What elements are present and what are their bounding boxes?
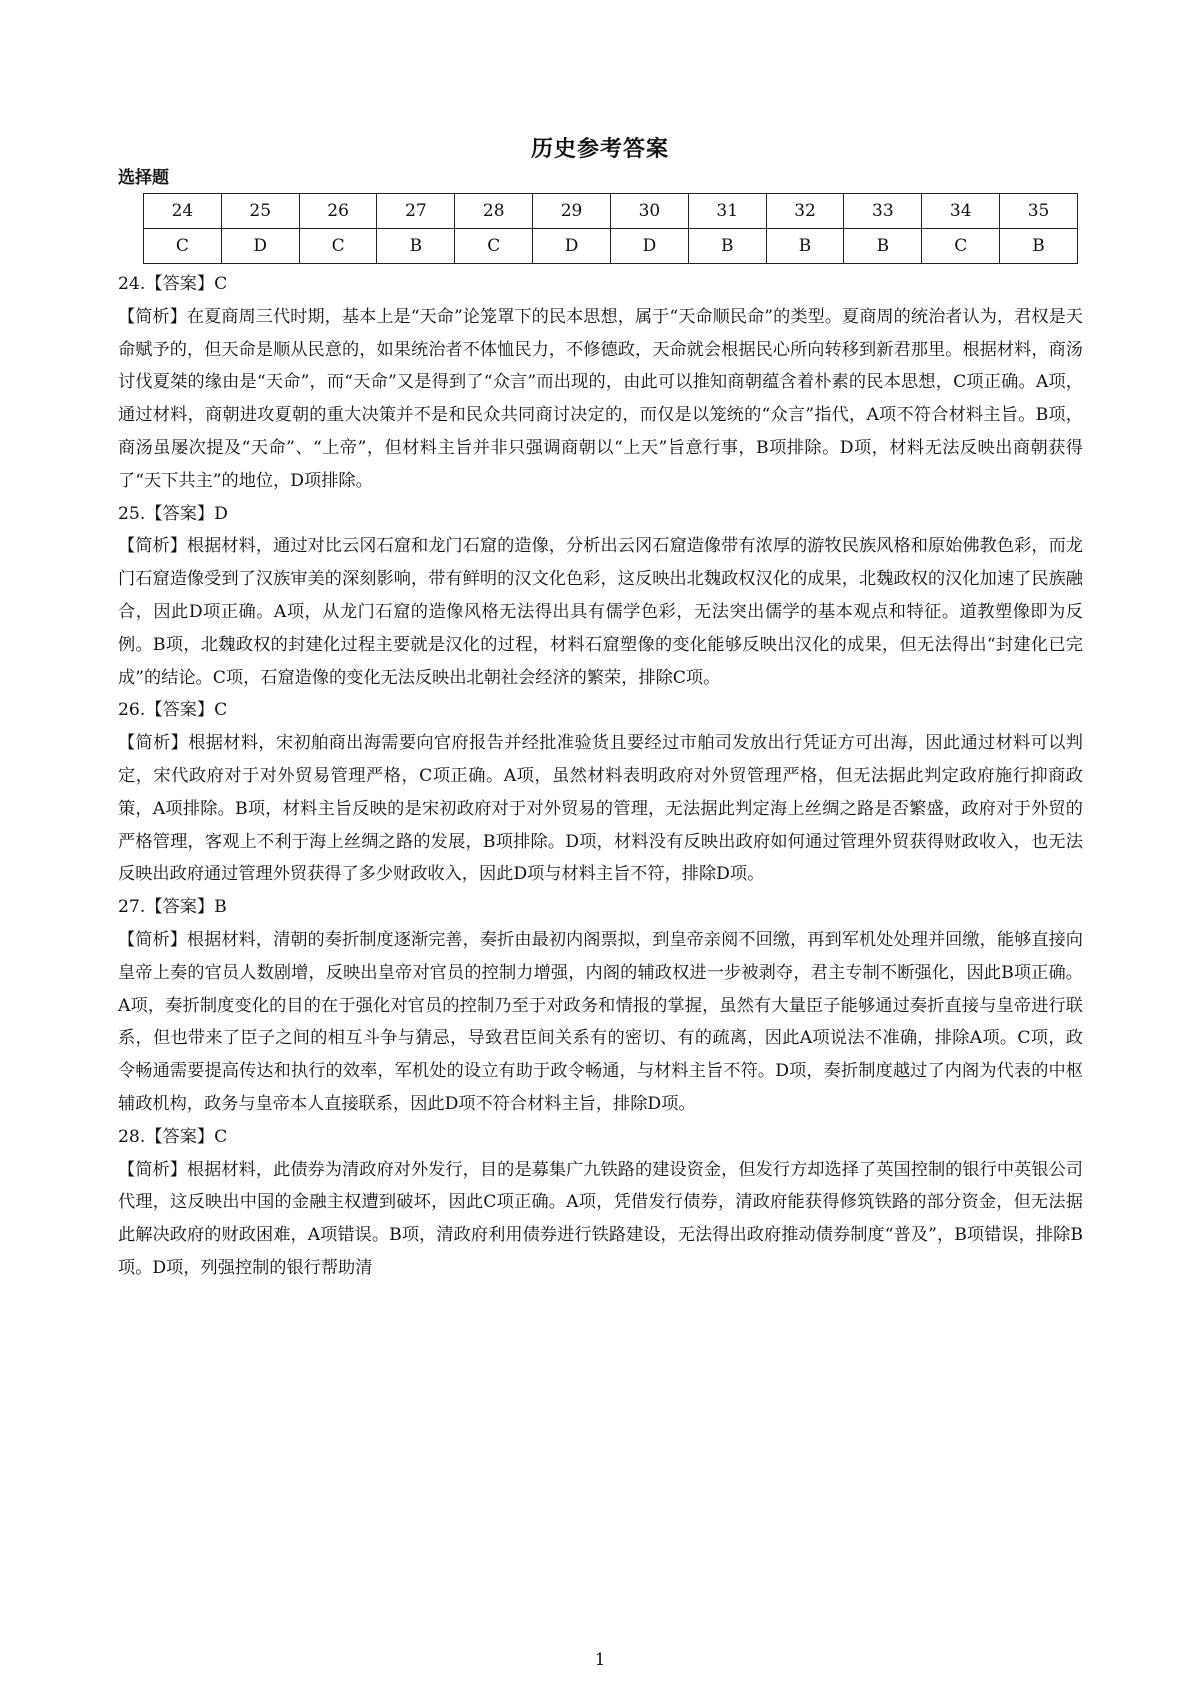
- table-row-numbers: [144, 194, 1078, 229]
- question-number-cell: 25: [221, 194, 299, 229]
- question-number-cell: 26: [299, 194, 377, 229]
- answer-cell: C: [299, 229, 377, 264]
- analysis-27: 【简析】根据材料，清朝的奏折制度逐渐完善，奏折由最初内阁票拟，到皇帝亲阅不回缴，再到军机处处理并回缴，能够直接向皇帝上奏的官员人数剧增，反映出皇帝对官员的控制力增强，内阁的辅政权进一步被剥夺，君主专制不断强化，因此B项正确。A项，奏折制度变化的目的在于强化对官员的控制乃至于对政务和情报的掌握，虽然有大量臣子能够通过奏折直接与皇帝进行联系，但也带来了臣子之间的相互斗争与猜忌，导致君臣间关系有的密切、有的疏离，因此A项说法不准确，排除A项。C项，政令畅通需要提高传达和执行的效率，军机处的设立有助于政令畅通，与材料主旨不符。D项，奏折制度越过了内阁为代表的中枢辅政机构，政务与皇帝本人直接联系，因此D项不符合材料主旨，排除D项。: [118, 929, 1083, 1114]
- question-number-cell: 28: [455, 194, 533, 229]
- answer-cell: B: [1000, 229, 1078, 264]
- answer-cell: C: [455, 229, 533, 264]
- question-number-cell: 29: [533, 194, 611, 229]
- table-row-answers: [144, 229, 1078, 264]
- question-number-cell: 33: [844, 194, 922, 229]
- page-title: 历史参考答案: [530, 136, 669, 162]
- answer-cell: C: [144, 229, 222, 264]
- question-number-cell: 34: [922, 194, 1000, 229]
- answer-line-25: 25.【答案】D: [118, 503, 228, 524]
- question-number-cell: 24: [144, 194, 222, 229]
- answer-cell: D: [533, 229, 611, 264]
- question-number-cell: 30: [610, 194, 688, 229]
- analysis-28: 【简析】根据材料，此债券为清政府对外发行，目的是募集广九铁路的建设资金，但发行方却选择了英国控制的银行中英银公司代理，这反映出中国的金融主权遭到破坏，因此C项正确。A项，凭借发行债券，清政府能获得修筑铁路的部分资金，但无法据此解决政府的财政困难，A项错误。B项，清政府利用债券进行铁路建设，无法得出政府推动债券制度“普及”，B项错误，排除B项。D项，列强控制的银行帮助清: [118, 1159, 1083, 1278]
- question-number-cell: 35: [1000, 194, 1078, 229]
- answer-cell: B: [766, 229, 844, 264]
- question-number-cell: 32: [766, 194, 844, 229]
- answer-line-27: 27.【答案】B: [118, 897, 227, 918]
- question-number-cell: 31: [688, 194, 766, 229]
- answer-line-28: 28.【答案】C: [118, 1126, 228, 1147]
- question-number-cell: 27: [377, 194, 455, 229]
- answer-cell: C: [922, 229, 1000, 264]
- analysis-24: 【简析】在夏商周三代时期，基本上是“天命”论笼罩下的民本思想，属于“天命顺民命”的类型。夏商周的统治者认为，君权是天命赋予的，但天命是顺从民意的，如果统治者不体恤民力，不修德政，天命就会根据民心所向转移到新君那里。根据材料，商汤讨伐夏桀的缘由是“天命”，而“天命”又是得到了“众言”而出现的，由此可以推知商朝蕴含着朴素的民本思想，C项正确。A项，通过材料，商朝进攻夏朝的重大决策并不是和民众共同商讨决定的，而仅是以笼统的“众言”指代，A项不符合材料主旨。B项，商汤虽屡次提及“天命”、“上帝”，但材料主旨并非只强调商朝以“上天”旨意行事，B项排除。D项，材料无法反映出商朝获得了“天下共主”的地位，D项排除。: [118, 306, 1083, 491]
- section-label: 选择题: [118, 168, 169, 188]
- answer-cell: D: [221, 229, 299, 264]
- answer-line-26: 26.【答案】C: [118, 700, 228, 721]
- answer-cell: B: [844, 229, 922, 264]
- analysis-25: 【简析】根据材料，通过对比云冈石窟和龙门石窟的造像，分析出云冈石窟造像带有浓厚的游牧民族风格和原始佛教色彩，而龙门石窟造像受到了汉族审美的深刻影响，带有鲜明的汉文化色彩，这反映出北魏政权汉化的成果，北魏政权的汉化加速了民族融合，因此D项正确。A项，从龙门石窟的造像风格无法得出具有儒学色彩，无法突出儒学的基本观点和特征。道教塑像即为反例。B项，北魏政权的封建化过程主要就是汉化的过程，材料石窟塑像的变化能够反映出汉化的成果，但无法得出“封建化已完成”的结论。C项，石窟造像的变化无法反映出北朝社会经济的繁荣，排除C项。: [118, 536, 1083, 688]
- answer-cell: B: [377, 229, 455, 264]
- answer-table: [143, 193, 1078, 264]
- analysis-26: 【简析】根据材料，宋初舶商出海需要向官府报告并经批准验货且要经过市舶司发放出行凭证方可出海，因此通过材料可以判定，宋代政府对于对外贸易管理严格，C项正确。A项，虽然材料表明政府对外贸管理严格，但无法据此判定政府施行抑商政策，A项排除。B项，材料主旨反映的是宋初政府对于对外贸易的管理，无法据此判定海上丝绸之路是否繁盛，政府对于外贸的严格管理，客观上不利于海上丝绸之路的发展，B项排除。D项，材料没有反映出政府如何通过管理外贸获得财政收入，也无法反映出政府通过管理外贸获得了多少财政收入，因此D项与材料主旨不符，排除D项。: [118, 733, 1083, 885]
- answer-line-24: 24.【答案】C: [118, 274, 228, 294]
- answer-cell: D: [610, 229, 688, 264]
- page-number: 1: [594, 1650, 606, 1670]
- answer-cell: B: [688, 229, 766, 264]
- answer-content: [118, 268, 1083, 1285]
